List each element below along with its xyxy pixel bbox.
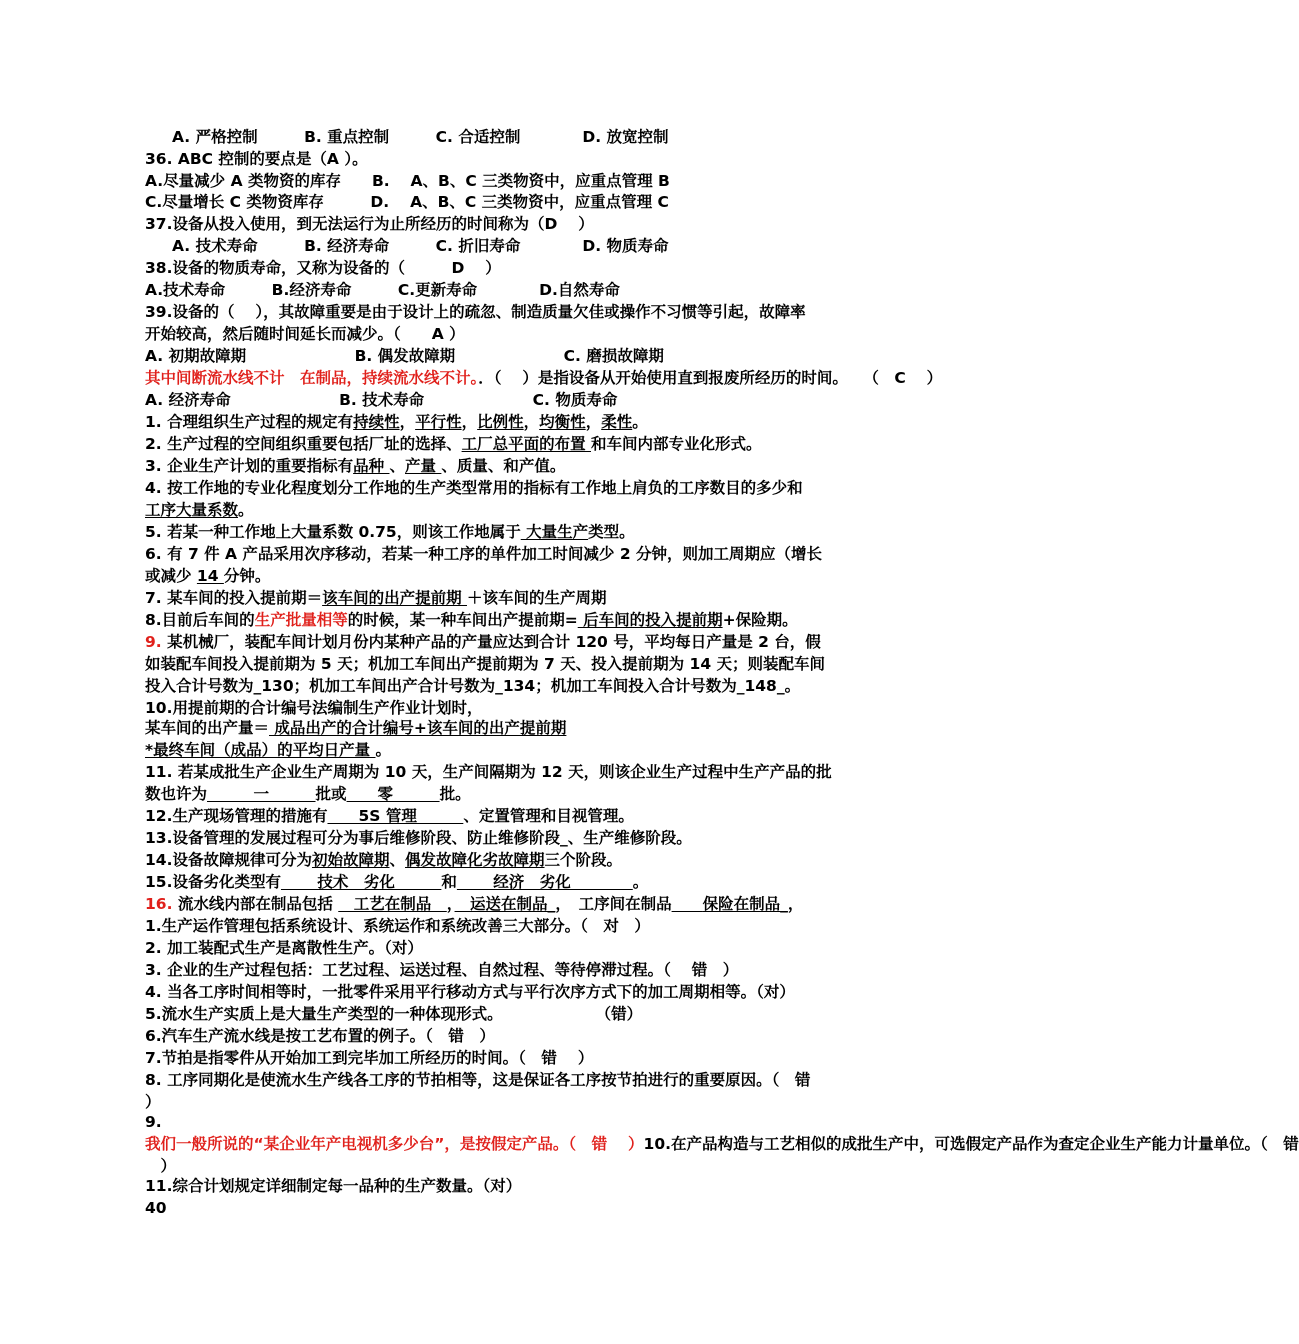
fill-16-line1: 16. 流水线内部在制品包括 工艺在制品 ， 运送在制品_， 工序间在制品 保险在制品_， (145, 895, 804, 913)
tf-8-line1: ） (145, 1093, 161, 1111)
q37-options: A. 技术寿命 B. 经济寿命 C. 折旧寿命 D. 物质寿命 (172, 237, 669, 255)
tf-6: 7.节拍是指零件从开始加工到完毕加工所经历的时间。（ 错 ） (145, 1049, 594, 1067)
fill-9-line3: 投入合计号数为_130；机加工车间出产合计号数为_134；机加工车间投入合计号数为_148_。 (145, 677, 801, 695)
fill-15: 15.设备劣化类型有 技术 劣化 和 经济 劣化 。 (145, 873, 649, 891)
fill-7: 7. 某车间的投入提前期＝该车间的出产提前期 ＋该车间的生产周期 (145, 589, 607, 607)
q37: 37.设备从投入使用，到无法运行为止所经历的时间称为（D ） (145, 215, 594, 233)
q40-options: A. 经济寿命 B. 技术寿命 C. 物质寿命 (145, 391, 618, 409)
tf-10-line2: 11.综合计划规定详细制定每一品种的生产数量。（对） (145, 1177, 522, 1195)
fill-4-line2: 工序大量系数。 (145, 501, 254, 519)
fill-16-line2: 1.生产运作管理包括系统设计、系统运作和系统改善三大部分。（ 对 ） (145, 917, 650, 935)
q36-options-ab: A.尽量减少 A 类物资的库存 B. A、B、C 三类物资中，应重点管理 B (145, 172, 670, 190)
tf-11: 40 (145, 1199, 167, 1217)
q38-options: A.技术寿命 B.经济寿命 C.更新寿命 D.自然寿命 (145, 281, 620, 299)
tf-4: 5.流水生产实质上是大量生产类型的一种体现形式。 （错） (145, 1005, 643, 1023)
tf-3: 4. 当各工序时间相等时，一批零件采用平行移动方式与平行次序方式下的加工周期相等。（对） (145, 983, 795, 1001)
tf-1: 2. 加工装配式生产是离散性生产。（对） (145, 939, 423, 957)
fill-9-line1: 9. 某机械厂，装配车间计划月份内某种产品的产量应达到合计 120 号，平均每日产量是 2 台，假 (145, 633, 821, 651)
tf-7: 8. 工序同期化是使流水生产线各工序的节拍相等，这是保证各工序按节拍进行的重要原因。（ 错 (145, 1071, 811, 1089)
fill-12: 12.生产现场管理的措施有 5S 管理 、定置管理和目视管理。 (145, 807, 634, 825)
fill-14: 14.设备故障规律可分为初始故障期、偶发故障化劣故障期三个阶段。 (145, 851, 623, 869)
fill-13: 13.设备管理的发展过程可分为事后维修阶段、防止维修阶段_、生产维修阶段。 (145, 829, 692, 847)
q35-options: A. 严格控制 B. 重点控制 C. 合适控制 D. 放宽控制 (172, 128, 669, 146)
tf-5: 6.汽车生产流水线是按工艺布置的例子。（ 错 ） (145, 1027, 495, 1045)
fill-6-line1: 6. 有 7 件 A 产品采用次序移动，若某一种工序的单件加工时间减少 2 分钟，则加工周期应（增长 (145, 545, 823, 563)
q39-line2: 开始较高，然后随时间延长而减少。（ A ） (145, 325, 465, 343)
q40-number: 其中间断流水线不计 在制品，持续流水线不计。 (145, 369, 479, 387)
fill-10-line2: 某车间的出产量＝ 成品出产的合计编号+该车间的出产提前期 (145, 719, 567, 737)
q39-options: A. 初期故障期 B. 偶发故障期 C. 磨损故障期 (145, 347, 664, 365)
q38: 38.设备的物质寿命，又称为设备的（ D ） (145, 259, 501, 277)
fill-3: 3. 企业生产计划的重要指标有品种 、产量 、质量、和产值。 (145, 457, 566, 475)
fill-10-line3: *最终车间（成品）的平均日产量 。 (145, 741, 392, 759)
fill-2: 2. 生产过程的空间组织重要包括厂址的选择、工厂总平面的布置 和车间内部专业化形式。 (145, 435, 762, 453)
fill-10-line1: 10.用提前期的合计编号法编制生产作业计划时， (145, 699, 483, 717)
fill-6-line2: 或减少 14 分钟。 (145, 567, 271, 585)
fill-8: 8.目前后车间的生产批量相等的时候，某一种车间出产提前期= 后车间的投入提前期+保险期。 (145, 611, 798, 629)
fill-11-line2: 数也许为 一 批或 零 批。 (145, 785, 471, 803)
q39-line1: 39.设备的（ ），其故障重要是由于设计上的疏忽、制造质量欠佳或操作不习惯等引起，故障率 (145, 303, 806, 321)
fill-5: 5. 若某一种工作地上大量系数 0.75，则该工作地属于 大量生产类型。 (145, 523, 635, 541)
tf-2: 3. 企业的生产过程包括：工艺过程、运送过程、自然过程、等待停滞过程。（ 错 ） (145, 961, 739, 979)
q36: 36. ABC 控制的要点是（A ）。 (145, 150, 368, 168)
q40: 其中间断流水线不计 在制品，持续流水线不计。．（ ）是指设备从开始使用直到报废所经历的时间。 （ C ） (145, 369, 943, 387)
fill-1: 1. 合理组织生产过程的规定有持续性，平行性，比例性，均衡性，柔性。 (145, 413, 648, 431)
q36-options-cd: C.尽量增长 C 类物资库存 D. A、B、C 三类物资中，应重点管理 C (145, 193, 669, 211)
tf-8-line2: 9. (145, 1113, 162, 1131)
fill-9-line2: 如装配车间投入提前期为 5 天；机加工车间出产提前期为 7 天、投入提前期为 14 天；则装配车间 (145, 655, 826, 673)
fill-11-line1: 11. 若某成批生产企业生产周期为 10 天，生产间隔期为 12 天，则该企业生产过程中生产产品的批 (145, 763, 832, 781)
tf-9: 我们一般所说的“某企业年产电视机多少台”，是按假定产品。（ 错 ）10.在产品构造与工艺相似的成批生产中，可选假定产品作为查定企业生产能力计量单位。（ 错 (145, 1135, 1299, 1153)
tf-10-line1: ） (145, 1157, 177, 1175)
fill-4-line1: 4. 按工作地的专业化程度划分工作地的生产类型常用的指标有工作地上肩负的工序数目的多少和 (145, 479, 803, 497)
